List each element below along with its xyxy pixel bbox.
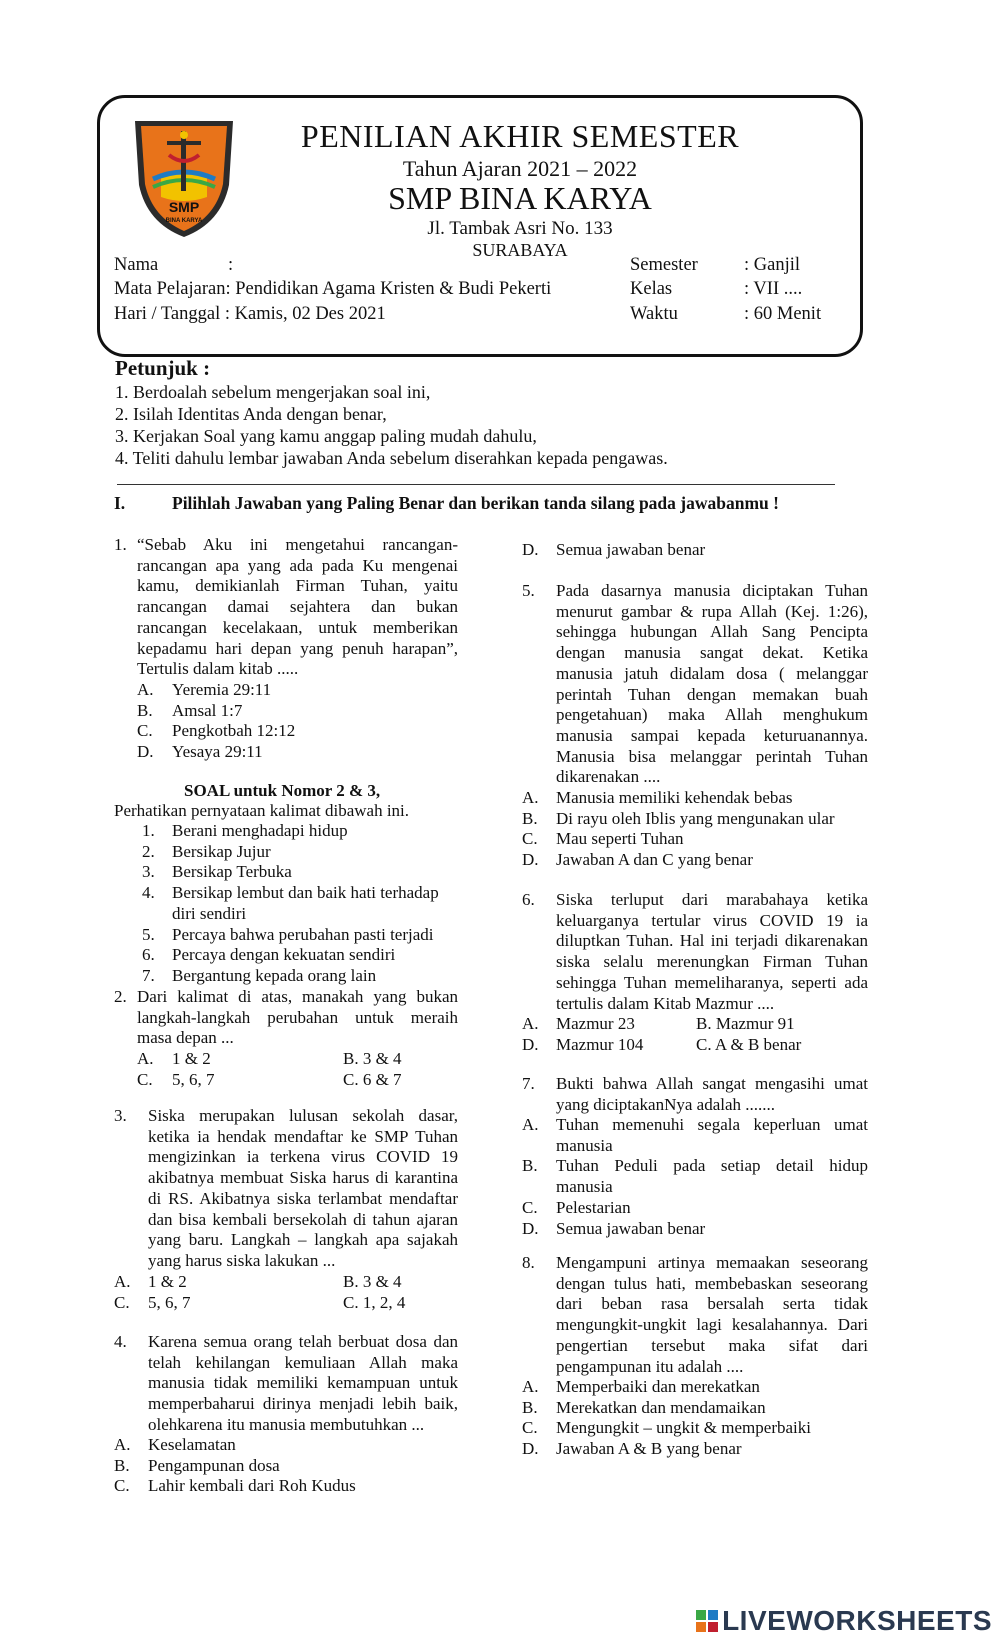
mapel-label: Mata Pelajaran: Pendidikan Agama Kristen & Budi Pekerti (114, 279, 552, 299)
petunjuk-item: 2. Isilah Identitas Anda dengan benar, (115, 404, 387, 424)
q8-option-a[interactable]: A. Memperbaiki dan merekatkan (522, 1377, 760, 1396)
statement-item: 7. Bergantung kepada orang lain (142, 965, 377, 985)
academic-year: Tahun Ajaran 2021 – 2022 (402, 156, 638, 181)
logo-subtext: BINA KARYA (165, 218, 203, 224)
semester-value: : Ganjil (744, 255, 801, 275)
q3-line: dan bisa kembali bersekolah di tahun ajaran (148, 1209, 458, 1229)
q2-options (137, 1049, 402, 1090)
q1-line: kepadamu hari depan yang penuh harapan”, (137, 638, 458, 658)
q3-line: Siska merupakan lulusan sekolah dasar, (148, 1106, 458, 1125)
q3-line: di RS. Akibatnya siska terlambat mendaftar (148, 1188, 458, 1208)
q4-option-b[interactable]: B. Pengampunan dosa (114, 1455, 280, 1475)
statement-item: 4. Bersikap lembut dan baik hati terhadap (142, 883, 439, 903)
nama-label: Nama (114, 255, 159, 275)
petunjuk-title: Petunjuk : (115, 356, 211, 380)
kelas-value: : VII .... (744, 279, 803, 299)
q5-line: Pada dasarnya manusia diciptakan Tuhan (556, 581, 868, 600)
petunjuk-item: 3. Kerjakan Soal yang kamu anggap paling mudah dahulu, (115, 426, 537, 446)
q6-line: keluarganya tertular virus COVID 19 ia (556, 910, 868, 930)
q8-line: dengan tulus hati, membebaskan seseorang (556, 1273, 868, 1293)
exam-title: PENILIAN AKHIR SEMESTER (300, 118, 740, 154)
kelas-label: Kelas (630, 279, 673, 299)
q3-line: ketika ia hendak mendaftar ke SMP Tuhan (148, 1126, 458, 1146)
q8-option-c[interactable]: C. Mengungkit – ungkit & memperbaiki (522, 1418, 811, 1438)
q1-line: rancangan damai sejahtera dan bukan (137, 597, 458, 617)
q4-line: telah kehilangan kemuliaan Allah maka (148, 1352, 458, 1372)
q4-option-d[interactable]: D. Semua jawaban benar (522, 540, 706, 559)
q2-line: masa depan ... (137, 1028, 234, 1048)
petunjuk-item: 4. Teliti dahulu lembar jawaban Anda sebelum diserahkan kepada pengawas. (115, 448, 668, 468)
q6-option-row[interactable]: A. Mazmur 23 B. Mazmur 91 (522, 1014, 795, 1033)
q1-text (137, 535, 458, 680)
q3-line: mengizinkan ia terkena virus COVID 19 (148, 1147, 458, 1167)
q8-number: 8. (522, 1253, 535, 1272)
q1-options (137, 680, 295, 763)
q2-number: 2. (114, 987, 127, 1006)
q7-option-c[interactable]: C. Pelestarian (522, 1197, 631, 1217)
q5-line: perintah Tuhan dengan memakan buah (556, 684, 868, 704)
q1-line: kamu, demikianlah Firman Tuhan, yaitu (137, 576, 458, 596)
q4-line: olehkarena itu manusia membutuhkan ... (148, 1414, 425, 1434)
q6-option-row[interactable]: D. Mazmur 104 C. A & B benar (522, 1034, 802, 1054)
q2-text (137, 987, 458, 1049)
q6-options (522, 1014, 801, 1055)
statement-item: 6. Percaya dengan kekuatan sendiri (142, 945, 396, 965)
q1-line: “Sebab Aku ini mengetahui rancangan- (137, 535, 458, 554)
school-city: SURABAYA (472, 240, 568, 260)
q5-line: Manusia bisa melanggar perintah Tuhan (556, 746, 868, 766)
q6-line: Siska terluput dari marabahaya ketika (556, 890, 868, 909)
liveworksheets-watermark (695, 1605, 992, 1637)
q5-line: dikarenakan .... (556, 767, 661, 787)
nama-separator: : (228, 255, 234, 275)
q5-options (522, 788, 835, 871)
q6-text (556, 890, 868, 1014)
q7-option-a[interactable]: A. Tuhan memenuhi segala keperluan umat manusia (522, 1115, 868, 1155)
q8-option-b[interactable]: B. Merekatkan dan mendamaikan (522, 1397, 766, 1417)
q5-option-d[interactable]: D. Jawaban A dan C yang benar (522, 850, 753, 870)
q6-line: siska selalu merenungkan Firman Tuhan (556, 952, 868, 972)
q5-number: 5. (522, 581, 535, 600)
petunjuk-item: 1. Berdoalah sebelum mengerjakan soal ini, (115, 382, 431, 402)
q1-line: rancangan apa yang ada pada Ku mengenai (137, 555, 458, 575)
q8-options (522, 1377, 811, 1460)
q8-line: dari beban rasa bersalah serta tidak (556, 1294, 868, 1314)
q2-line: Dari kalimat di atas, manakah yang bukan (137, 987, 458, 1006)
q6-number: 6. (522, 890, 535, 909)
q4-line: manusia tidak memiliki kemampuan untuk (148, 1373, 458, 1393)
q5-line: dengan manusia sangat dekat. Ketika (556, 643, 868, 663)
q5-option-c[interactable]: C. Mau seperti Tuhan (522, 829, 684, 849)
q3-option-row[interactable]: C. 5, 6, 7 C. 1, 2, 4 (114, 1292, 406, 1312)
q4-option-c[interactable]: C. Lahir kembali dari Roh Kudus (114, 1476, 356, 1496)
statement-item: 3. Bersikap Terbuka (142, 862, 292, 882)
q3-line: yang harus siska lakukan ... (148, 1250, 336, 1270)
q1-line: Tertulis dalam kitab ..... (137, 659, 299, 679)
q4-option-a[interactable]: A. Keselamatan (114, 1435, 236, 1454)
q3-number: 3. (114, 1106, 127, 1125)
q1-option-b[interactable]: B. Amsal 1:7 (137, 700, 243, 720)
logo-text: SMP (168, 199, 200, 215)
q3-text (148, 1106, 458, 1272)
q6-line: diluptkan Tuhan. Hal ini terjadi dikarenakan (556, 931, 868, 951)
school-name: SMP BINA KARYA (388, 180, 652, 216)
statement-item: 5. Percaya bahwa perubahan pasti terjadi (142, 924, 434, 944)
liveworksheets-logo-icon (695, 1609, 719, 1633)
q7-options (522, 1115, 868, 1239)
soal23-title: SOAL untuk Nomor 2 & 3, (184, 781, 381, 800)
petunjuk-list (115, 381, 668, 469)
q5-option-a[interactable]: A. Manusia memiliki kehendak bebas (522, 788, 793, 807)
school-logo (131, 115, 237, 241)
q3-options (114, 1272, 405, 1313)
soal23-statements (142, 821, 439, 987)
q2-line: langkah-langkah perubahan untuk meraih (137, 1007, 458, 1027)
q1-option-d[interactable]: D. Yesaya 29:11 (137, 742, 263, 762)
section-title: Pilihlah Jawaban yang Paling Benar dan berikan tanda silang pada jawabanmu ! (172, 493, 779, 513)
waktu-label: Waktu (630, 304, 678, 324)
q5-text (556, 581, 868, 788)
q3-line: yang baru. Langkah – langkah apa sajakah (148, 1230, 458, 1250)
section-number: I. (114, 493, 126, 513)
q7-option-b[interactable]: B. Tuhan Peduli pada setiap detail hidup manusia (522, 1156, 868, 1197)
q7-line: yang diciptakanNya adalah ....... (556, 1094, 776, 1114)
q7-number: 7. (522, 1074, 535, 1093)
q7-line: Bukti bahwa Allah sangat mengasihi umat (556, 1074, 868, 1093)
q7-text (556, 1074, 868, 1115)
q5-line: sehingga hubungan Allah Sang Pencipta (556, 622, 868, 642)
q1-line: rancangan kecelakaan, untuk memberikan (137, 617, 458, 637)
semester-label: Semester (630, 255, 698, 275)
q4-line: Karena semua orang telah berbuat dosa dan (148, 1332, 458, 1351)
q6-line: tertulis dalam Kitab Mazmur .... (556, 993, 775, 1013)
q8-text (556, 1253, 868, 1377)
q4-options (114, 1435, 356, 1497)
q5-line: pengetahuan) maka Allah menghukum (556, 705, 868, 725)
soal23-intro: Perhatikan pernyataan kalimat dibawah ini. (114, 801, 410, 820)
q8-option-d[interactable]: D. Jawaban A & B yang benar (522, 1439, 742, 1459)
q8-line: pengampunan itu adalah .... (556, 1356, 744, 1376)
q8-line: pengertian tersebut maka sifat dari (556, 1335, 868, 1355)
q4-text (148, 1332, 458, 1436)
q2-option-row[interactable]: C. 5, 6, 7 C. 6 & 7 (137, 1069, 402, 1089)
q6-line: sehingga Tuhan memeliharanya, seperti ada (556, 972, 868, 992)
q5-line: menurut gambar & rupa Allah (Kej. 1:26), (556, 601, 868, 621)
q8-line: mengungkit-ungkit lagi kesalahannya. Dari (556, 1315, 868, 1335)
q1-option-a[interactable]: A. Yeremia 29:11 (137, 680, 272, 699)
q5-line: manusia sampai kepada keturuanannya. (556, 725, 868, 745)
q3-option-row[interactable]: A. 1 & 2 B. 3 & 4 (114, 1272, 402, 1291)
waktu-value: : 60 Menit (744, 304, 822, 324)
q1-option-c[interactable]: C. Pengkotbah 12:12 (137, 721, 296, 741)
q4-line: memperbaharui dirinya menjadi lebih baik, (148, 1394, 458, 1414)
statement-item: diri sendiri (172, 903, 247, 923)
watermark-text: LIVEWORKSHEETS (722, 1605, 992, 1636)
q3-line: akibatnya membuat Siska harus di karantina (148, 1168, 458, 1188)
statement-item: 1. Berani menghadapi hidup (142, 821, 348, 840)
q1-number: 1. (114, 535, 127, 554)
statement-item: 2. Bersikap Jujur (142, 841, 271, 861)
hari-tanggal: Hari / Tanggal : Kamis, 02 Des 2021 (114, 304, 386, 324)
divider (117, 484, 835, 485)
q5-line: manusia jatuh didalam dosa ( melanggar (556, 663, 868, 683)
q5-option-b[interactable]: B. Di rayu oleh Iblis yang mengunakan ular (522, 808, 835, 828)
q8-line: Mengampuni artinya memaakan seseorang (556, 1253, 868, 1272)
q7-option-d[interactable]: D. Semua jawaban benar (522, 1218, 706, 1238)
school-address: Jl. Tambak Asri No. 133 (427, 218, 613, 239)
q4-number: 4. (114, 1332, 127, 1351)
q2-option-row[interactable]: A. 1 & 2 B. 3 & 4 (137, 1049, 402, 1068)
